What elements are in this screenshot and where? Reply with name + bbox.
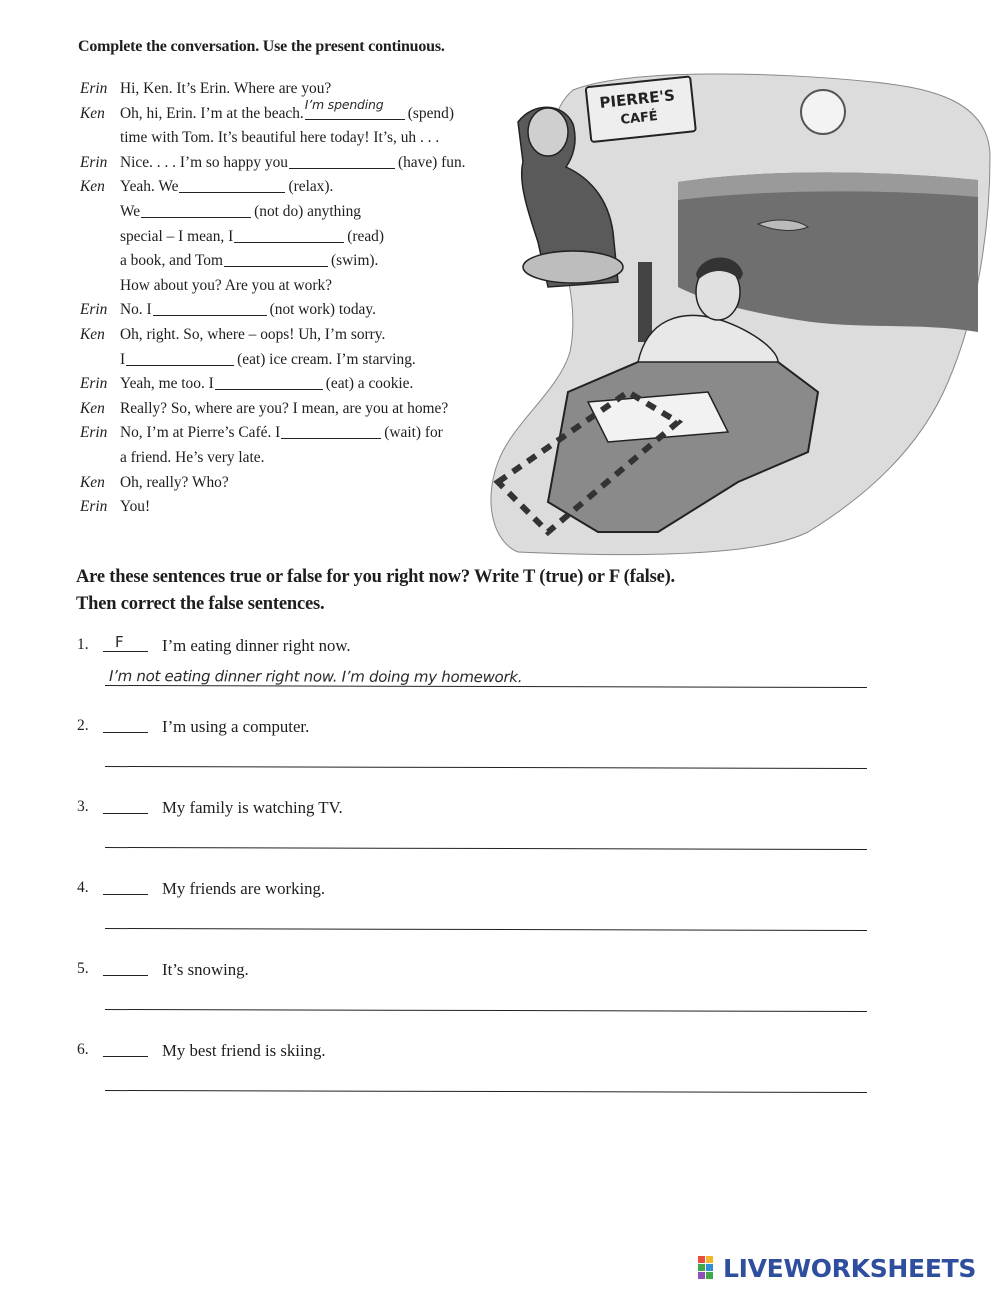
line-text: (swim). xyxy=(330,252,379,270)
conversation-line xyxy=(80,126,540,151)
line-text: (spend) xyxy=(407,104,454,122)
conversation-line xyxy=(80,175,540,200)
line-text: I xyxy=(120,350,126,368)
speaker-name: Ken xyxy=(80,473,105,491)
line-text: (not work) today. xyxy=(269,301,376,319)
tf-answer-blank[interactable] xyxy=(103,633,148,652)
liveworksheets-logo xyxy=(697,1253,976,1283)
cafe-table xyxy=(523,251,623,283)
exercise2-instruction-line2: Then correct the false sentences. xyxy=(76,594,325,614)
line-text: Oh, right. So, where – oops! Uh, I’m sorry. xyxy=(120,325,386,343)
tf-item xyxy=(77,630,877,711)
answer-blank[interactable] xyxy=(126,350,234,366)
conversation-line xyxy=(80,225,540,250)
speaker-name: Erin xyxy=(80,375,108,393)
conversation-line xyxy=(80,471,540,496)
conversation-line xyxy=(80,372,540,397)
line-text: a book, and Tom xyxy=(120,252,223,270)
tf-answer-blank[interactable] xyxy=(103,725,148,733)
conversation-line xyxy=(80,151,540,176)
line-text: (have) fun. xyxy=(397,153,466,171)
conversation-line xyxy=(80,274,540,299)
item-number: 3. xyxy=(77,798,89,815)
conversation-line xyxy=(80,200,540,225)
sun-icon xyxy=(801,90,845,134)
line-text: Really? So, where are you? I mean, are you at home? xyxy=(120,399,449,417)
speaker-name: Erin xyxy=(80,301,108,319)
conversation-line xyxy=(80,495,540,520)
line-text: You! xyxy=(120,498,151,516)
correction-line[interactable] xyxy=(105,1080,867,1093)
line-text: How about you? Are you at work? xyxy=(120,276,332,294)
tf-answer-value: F xyxy=(115,633,124,651)
correction-line[interactable] xyxy=(105,918,867,931)
exercise2-instruction-line1: Are these sentences true or false for you right now? Write T (true) or F (false). xyxy=(76,567,675,587)
line-text: (eat) a cookie. xyxy=(325,375,414,393)
line-text: We xyxy=(120,202,141,220)
tf-answer-blank[interactable] xyxy=(103,806,148,814)
cafe-sign-line2: CAFÉ xyxy=(619,109,659,128)
tf-item xyxy=(77,954,877,1035)
speaker-name: Erin xyxy=(80,498,108,516)
line-text: special – I mean, I xyxy=(120,227,234,245)
line-text: a friend. He’s very late. xyxy=(120,448,265,466)
tf-item xyxy=(77,792,877,873)
tf-item xyxy=(77,711,877,792)
open-book xyxy=(588,392,728,442)
answer-blank[interactable] xyxy=(215,374,323,390)
speaker-name: Erin xyxy=(80,424,108,442)
answer-blank[interactable] xyxy=(141,202,251,218)
line-text: Oh, really? Who? xyxy=(120,473,229,491)
statement: My best friend is skiing. xyxy=(162,1041,326,1060)
statement: I’m eating dinner right now. xyxy=(162,636,351,655)
line-text: time with Tom. It’s beautiful here today! It’s, uh . . . xyxy=(120,129,440,147)
handwritten-answer: I’m spending xyxy=(304,97,384,112)
tf-item xyxy=(77,1035,877,1116)
exercise1-instruction: Complete the conversation. Use the present continuous. xyxy=(78,38,445,55)
exercise2-instruction xyxy=(76,564,675,618)
line-text: (not do) anything xyxy=(254,202,361,220)
conversation xyxy=(80,77,540,520)
statement: My family is watching TV. xyxy=(162,798,343,817)
answer-blank[interactable] xyxy=(179,177,285,193)
liveworksheets-logo-text: LIVEWORKSHEETS xyxy=(723,1253,977,1283)
item-number: 1. xyxy=(77,636,89,653)
line-text: Nice. . . . I’m so happy you xyxy=(120,153,288,171)
liveworksheets-logo-icon xyxy=(697,1255,723,1281)
line-text: Yeah. We xyxy=(120,178,179,196)
conversation-line xyxy=(80,249,540,274)
conversation-line xyxy=(80,446,540,471)
correction-line[interactable] xyxy=(105,999,867,1012)
tf-answer-blank[interactable] xyxy=(103,887,148,895)
speaker-name: Ken xyxy=(80,325,105,343)
cafe-sign-line1: PIERRE'S xyxy=(598,86,676,112)
line-text: Hi, Ken. It’s Erin. Where are you? xyxy=(120,80,332,97)
answer-blank[interactable] xyxy=(234,227,344,243)
speaker-name: Erin xyxy=(80,153,108,171)
speaker-name: Ken xyxy=(80,104,105,122)
speaker-name: Ken xyxy=(80,178,105,196)
conversation-line xyxy=(80,421,540,446)
conversation-line xyxy=(80,298,540,323)
line-text: (eat) ice cream. I’m starving. xyxy=(237,350,416,368)
correction-line[interactable] xyxy=(105,837,867,850)
tf-answer-blank[interactable] xyxy=(103,1049,148,1057)
correction-text: I’m not eating dinner right now. I’m doing my homework. xyxy=(108,667,523,687)
beach-cafe-illustration xyxy=(478,62,998,562)
item-number: 6. xyxy=(77,1041,89,1058)
statement: It’s snowing. xyxy=(162,960,249,979)
answer-blank[interactable] xyxy=(289,153,395,169)
conversation-line xyxy=(80,348,540,373)
answer-blank[interactable] xyxy=(224,251,328,267)
conversation-line xyxy=(80,97,540,127)
correction-line[interactable] xyxy=(105,756,867,769)
line-text: (wait) for xyxy=(384,424,443,442)
item-number: 2. xyxy=(77,717,89,734)
statement: My friends are working. xyxy=(162,879,326,898)
conversation-line xyxy=(80,323,540,348)
correction-line[interactable] xyxy=(105,667,867,688)
line-text: No, I’m at Pierre’s Café. I xyxy=(120,424,281,442)
line-text: (relax). xyxy=(288,178,334,196)
speaker-name: Ken xyxy=(80,399,105,417)
conversation-line xyxy=(80,397,540,422)
speaker-name: Erin xyxy=(80,80,108,97)
answer-blank[interactable] xyxy=(304,97,405,120)
item-number: 5. xyxy=(77,960,89,977)
answer-blank[interactable] xyxy=(281,423,381,439)
tf-item xyxy=(77,873,877,954)
statement: I’m using a computer. xyxy=(162,717,310,736)
tf-answer-blank[interactable] xyxy=(103,968,148,976)
line-text: (read) xyxy=(347,227,384,245)
true-false-list xyxy=(77,630,877,1116)
line-text: Yeah, me too. I xyxy=(120,375,214,393)
line-text: No. I xyxy=(120,301,152,319)
line-text: Oh, hi, Erin. I’m at the beach. xyxy=(120,104,304,122)
item-number: 4. xyxy=(77,879,89,896)
answer-blank[interactable] xyxy=(153,300,267,316)
